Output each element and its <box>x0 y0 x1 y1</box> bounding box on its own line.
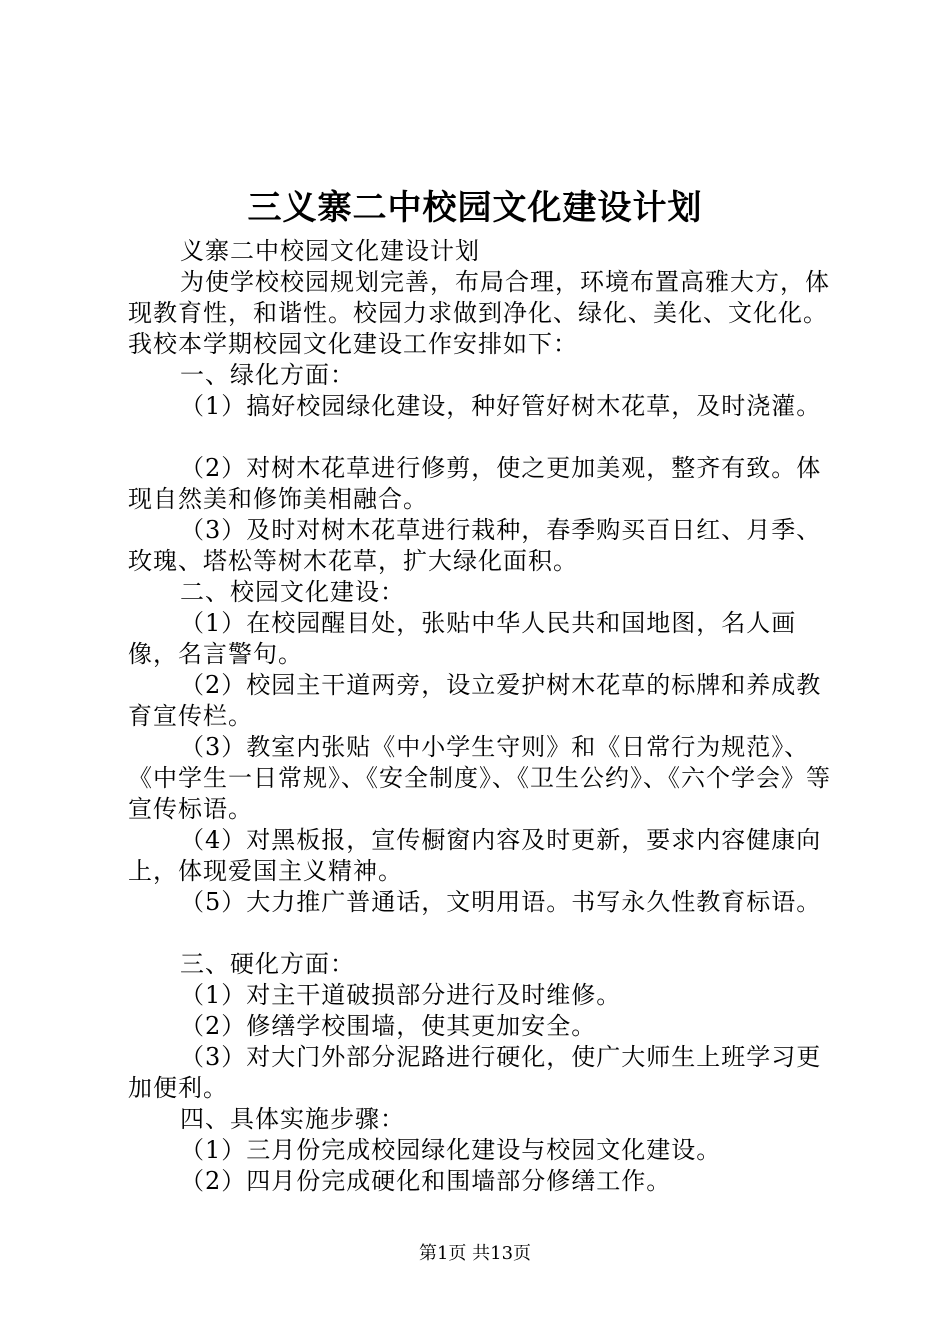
list-item: （2）对树木花草进行修剪，使之更加美观，整齐有致。体现自然美和修饰美相融合。 <box>128 454 822 513</box>
document-body <box>128 236 833 1197</box>
list-item: （1）在校园醒目处，张贴中华人民共和国地图，名人画像，名言警句。 <box>128 609 797 668</box>
list-item: （3）对大门外部分泥路进行硬化，使广大师生上班学习更加便利。 <box>128 1043 822 1102</box>
list-item: （3）及时对树木花草进行栽种，春季购买百日红、月季、玫瑰、塔松等树木花草，扩大绿化面积。 <box>128 516 822 575</box>
list-item: （5）大力推广普通话，文明用语。书写永久性教育标语。 <box>180 888 822 916</box>
list-item: （3）教室内张贴《中小学生守则》和《日常行为规范》、《中学生一日常规》、《安全制度》、《卫生公约》、《六个学会》等宣传标语。 <box>128 733 831 823</box>
blank-line <box>128 422 833 453</box>
document-title: 三义寨二中校园文化建设计划 <box>247 188 703 228</box>
section-heading-steps: 四、具体实施步骤： <box>180 1105 405 1133</box>
page-indicator: 第1页 共13页 <box>418 1243 532 1264</box>
section-heading-culture: 二、校园文化建设： <box>180 578 405 606</box>
list-item: （2）四月份完成硬化和围墙部分修缮工作。 <box>180 1167 672 1195</box>
list-item: （1）搞好校园绿化建设，种好管好树木花草，及时浇灌。 <box>180 392 822 420</box>
list-item: （2）修缮学校围墙，使其更加安全。 <box>180 1012 597 1040</box>
paragraph-subtitle: 义寨二中校园文化建设计划 <box>180 237 480 265</box>
list-item: （4）对黑板报，宣传橱窗内容及时更新，要求内容健康向上，体现爱国主义精神。 <box>128 826 822 885</box>
section-heading-greening: 一、绿化方面： <box>180 361 355 389</box>
list-item: （1）对主干道破损部分进行及时维修。 <box>180 981 622 1009</box>
list-item: （1）三月份完成校园绿化建设与校园文化建设。 <box>180 1136 722 1164</box>
paragraph-intro: 为使学校校园规划完善，布局合理，环境布置高雅大方，体现教育性，和谐性。校园力求做到净化、绿化、美化、文化化。我校本学期校园文化建设工作安排如下： <box>128 268 830 358</box>
list-item: （2）校园主干道两旁，设立爱护树木花草的标牌和养成教育宣传栏。 <box>128 671 822 730</box>
section-heading-hardening: 三、硬化方面： <box>180 950 355 978</box>
blank-line <box>128 918 833 949</box>
